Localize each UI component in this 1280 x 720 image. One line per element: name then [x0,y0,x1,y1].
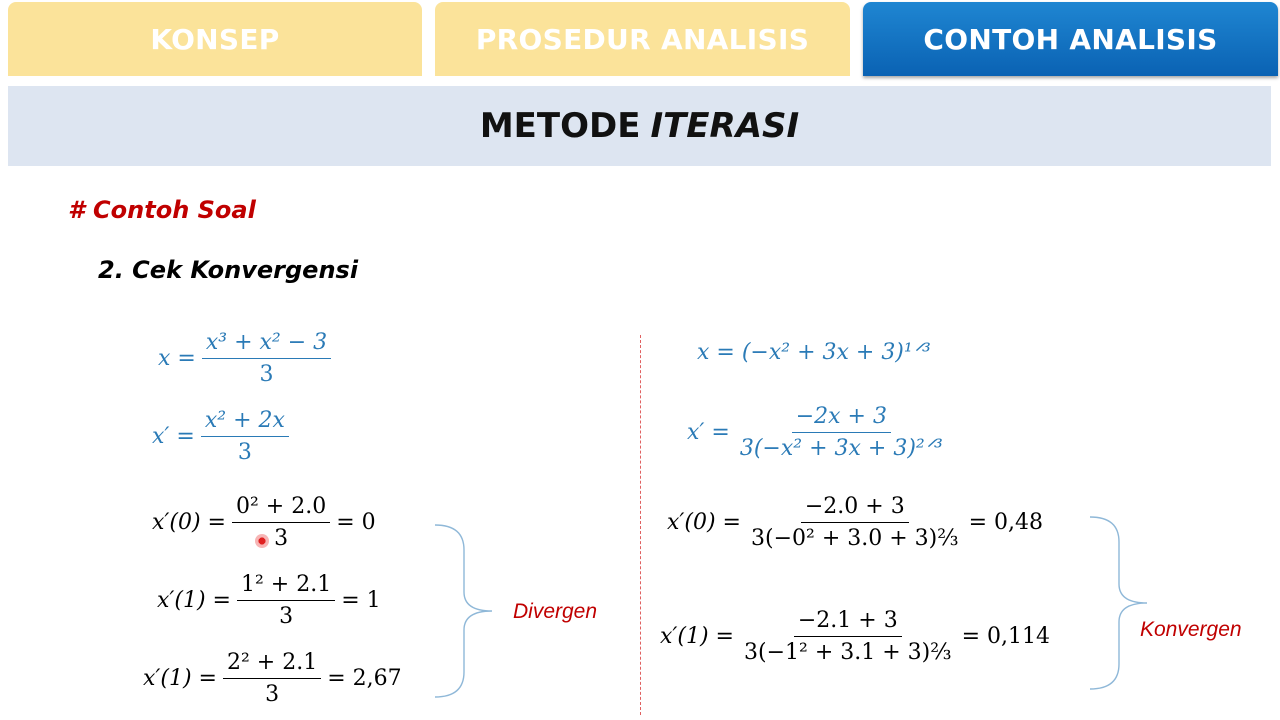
right-eq3-lhs: x′(0) = [667,510,741,535]
left-eq2-fraction [201,408,289,465]
right-eq4-fraction [740,608,956,665]
left-curly-brace [430,522,500,700]
right-eq4-numerator: −2.1 + 3 [794,608,902,637]
left-eq5-numerator: 2² + 2.1 [223,650,321,679]
right-equation-4 [660,608,1050,665]
tab-bar [0,0,1280,78]
left-eq1-fraction [202,330,331,387]
left-eq3-lhs: x′(0) = [152,510,226,535]
right-eq4-lhs: x′(1) = [660,624,734,649]
right-eq3-rhs: = 0,48 [968,510,1043,535]
right-eq1-text: x = (−x² + 3x + 3)¹ᐟ³ [697,340,931,365]
page-title-plain: METODE [479,106,641,146]
column-divider [640,335,641,715]
right-eq3-fraction [747,494,963,551]
subsection-title: 2. Cek Konvergensi [98,256,359,284]
left-equation-2 [152,408,295,465]
left-eq5-denominator: 3 [265,682,280,707]
tab-contoh-analisis[interactable]: CONTOH ANALISIS [863,2,1278,76]
left-eq5-lhs: x′(1) = [143,666,217,691]
right-eq2-lhs: x′ = [687,420,730,445]
left-eq3-rhs: = 0 [336,510,376,535]
left-eq1-numerator: x³ + x² − 3 [202,330,331,359]
left-equation-4 [157,572,381,629]
right-eq4-denominator: 3(−1² + 3.1 + 3)⅔ [744,640,952,665]
left-eq3-denominator: 3 [274,526,289,551]
right-eq3-denominator: 3(−0² + 3.0 + 3)⅔ [751,526,959,551]
section-title: # Contoh Soal [68,196,256,224]
left-eq4-lhs: x′(1) = [157,588,231,613]
left-eq2-denominator: 3 [237,440,252,465]
left-eq1-lhs: x = [158,346,196,371]
page-title-italic: ITERASI [650,106,800,146]
divergen-label: Divergen [513,600,598,623]
left-eq4-rhs: = 1 [341,588,381,613]
left-eq5-fraction [223,650,321,707]
pointer-indicator [255,534,269,548]
right-eq2-numerator: −2x + 3 [792,404,891,433]
right-eq3-numerator: −2.0 + 3 [801,494,909,523]
left-equation-1 [158,330,337,387]
left-eq4-fraction [237,572,335,629]
right-equation-1 [697,340,931,365]
right-curly-brace [1085,514,1155,692]
right-eq2-fraction [736,404,947,461]
left-eq2-numerator: x² + 2x [201,408,289,437]
right-equation-2 [687,404,953,461]
page-title-banner [8,86,1271,166]
left-eq3-numerator: 0² + 2.0 [232,494,330,523]
right-equation-3 [667,494,1043,551]
left-equation-5 [143,650,402,707]
right-eq2-denominator: 3(−x² + 3x + 3)²ᐟ³ [739,436,943,461]
left-eq2-lhs: x′ = [152,424,195,449]
left-eq5-rhs: = 2,67 [327,666,402,691]
left-eq4-numerator: 1² + 2.1 [237,572,335,601]
right-eq4-rhs: = 0,114 [961,624,1050,649]
konvergen-label: Konvergen [1140,618,1242,641]
left-eq4-denominator: 3 [279,604,294,629]
tab-prosedur-analisis[interactable]: PROSEDUR ANALISIS [435,2,850,76]
left-eq1-denominator: 3 [259,362,274,387]
tab-konsep[interactable]: KONSEP [8,2,422,76]
left-eq3-fraction [232,494,330,551]
